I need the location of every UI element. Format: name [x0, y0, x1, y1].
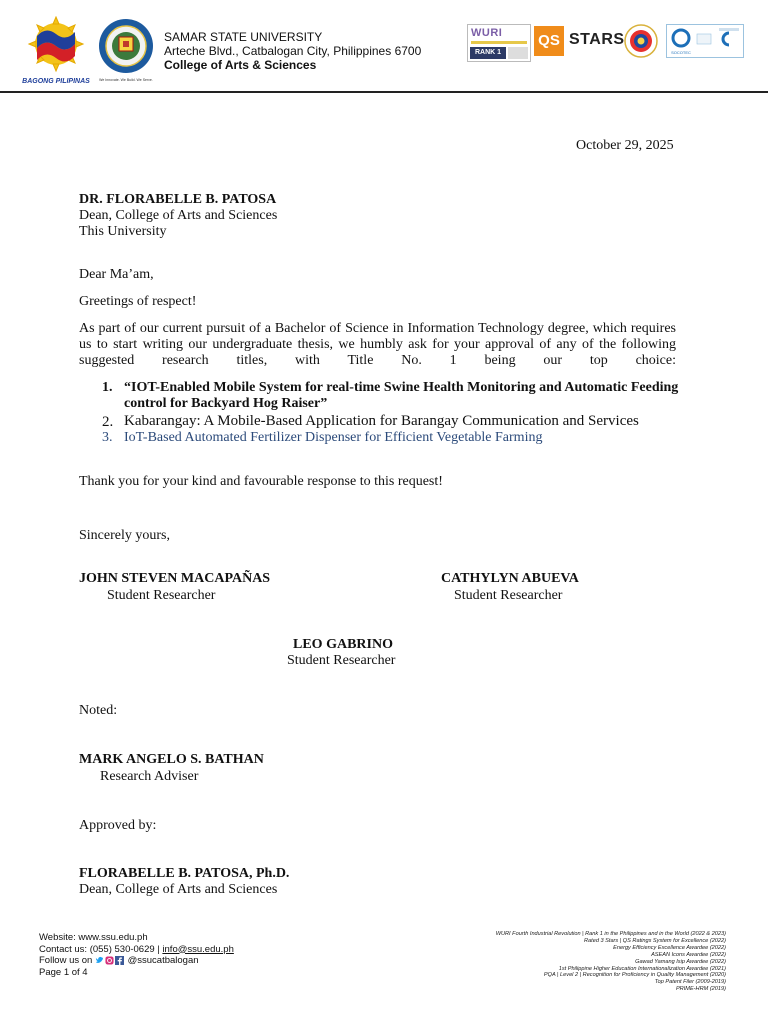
noted-label: Noted:: [79, 703, 118, 718]
signatory-1-role: Student Researcher: [107, 588, 216, 603]
footer-phone: Contact us: (055) 530-0629 |: [39, 943, 163, 955]
letter-date: October 29, 2025: [576, 138, 674, 153]
footer-follow-line: [39, 955, 234, 967]
signatory-3-name: LEO GABRINO: [293, 637, 393, 652]
recipient-title: Dean, College of Arts and Sciences: [79, 208, 278, 223]
title-2-text: Kabarangay: A Mobile-Based Application for Barangay Communication and Services: [124, 413, 639, 429]
qs-stars-label: STARS: [569, 31, 625, 48]
university-name: SAMAR STATE UNIVERSITY: [164, 30, 323, 44]
award-line: ASEAN Icons Awardee (2022): [651, 951, 726, 958]
signatory-2-name: CATHYLYN ABUEVA: [441, 571, 579, 586]
socotec-badge: [666, 24, 744, 58]
wurj-title: WURI: [471, 27, 503, 39]
wurj-stripe: [471, 41, 527, 44]
header-divider: [0, 91, 768, 93]
qs-logo: QS: [534, 26, 564, 56]
page-number: Page 1 of 4: [39, 966, 88, 978]
facebook-icon[interactable]: [115, 956, 124, 965]
footer-follow-label: Follow us on: [39, 955, 93, 966]
ssu-seal: [96, 18, 156, 84]
approved-label: Approved by:: [79, 818, 157, 833]
seal-caption: We Innovate. We Build. We Serve.: [99, 78, 153, 82]
greeting: Greetings of respect!: [79, 294, 197, 309]
approver-name: FLORABELLE B. PATOSA, Ph.D.: [79, 866, 290, 881]
recipient-name: DR. FLORABELLE B. PATOSA: [79, 192, 277, 207]
title-3-text: IoT-Based Automated Fertilizer Dispenser for Efficient Vegetable Farming: [124, 430, 543, 445]
wurj-rank: RANK 1: [470, 47, 506, 59]
wurj-badge: [467, 24, 531, 62]
asean-badge: [624, 24, 658, 58]
footer-awards: [496, 931, 726, 993]
bagong-pilipinas-logo: [22, 16, 90, 88]
title-1-line-2: control for Backyard Hog Raiser”: [124, 396, 328, 411]
award-line: Gawad Yamang Isip Awardee (2022): [635, 958, 726, 965]
footer-contact: [39, 932, 234, 978]
socotec-label: SOCOTEC: [671, 50, 691, 55]
footer-website: Website: www.ssu.edu.ph: [39, 932, 148, 943]
twitter-icon[interactable]: [95, 956, 104, 965]
title-3-number: 3.: [102, 430, 113, 445]
bagong-pilipinas-caption: BAGONG PILIPINAS: [22, 78, 90, 85]
closing-line: Sincerely yours,: [79, 528, 170, 543]
footer-social-handle: @ssucatbalogan: [127, 955, 199, 966]
award-line: Top Patent Filer (2009-2019): [654, 979, 726, 986]
signatory-3-role: Student Researcher: [287, 653, 396, 668]
footer-email-link[interactable]: info@ssu.edu.ph: [162, 943, 234, 955]
salutation: Dear Ma’am,: [79, 267, 154, 282]
award-line: 1st Philippine Higher Education Internationalization Awardee (2021): [558, 965, 726, 972]
award-line: Energy Efficiency Excellence Awardee (2022): [613, 944, 726, 951]
university-address: Arteche Blvd., Catbalogan City, Philippines 6700: [164, 44, 422, 58]
award-line: PRIME-HRM (2019): [675, 986, 726, 993]
intro-paragraph: As part of our current pursuit of a Bachelor of Science in Information Technology degree, which requires us to start writing our undergraduate thesis, we humbly ask for your approval of any of the following suggested research titles, with Title No. 1 being our top choice:: [79, 321, 676, 368]
adviser-role: Research Adviser: [100, 769, 199, 784]
adviser-name: MARK ANGELO S. BATHAN: [79, 752, 264, 767]
title-2-number: 2.: [102, 414, 114, 430]
award-line: PQA | Level 2 | Recognition for Proficiency in Quality Management (2020): [543, 972, 726, 979]
approver-role: Dean, College of Arts and Sciences: [79, 882, 278, 897]
title-1-line-1: “IOT-Enabled Mobile System for real-time Swine Health Monitoring and Automatic Feeding: [124, 380, 679, 395]
college-name: College of Arts & Sciences: [164, 58, 317, 72]
footer-contact-line: [39, 944, 234, 956]
title-1-number: 1.: [102, 380, 113, 395]
signatory-1-name: JOHN STEVEN MACAPAÑAS: [79, 571, 271, 586]
signatory-2-role: Student Researcher: [454, 588, 563, 603]
university-info: [164, 30, 421, 72]
award-line: Rated 3 Stars | QS Ratings System for Excellence (2022): [584, 937, 726, 944]
award-line: WURI Fourth Industrial Revolution | Rank 1 in the Philippines and in the World (2022 & 2023): [495, 931, 726, 937]
wurj-year-box: [508, 47, 528, 59]
recipient-org: This University: [79, 224, 167, 239]
instagram-icon[interactable]: [105, 956, 114, 965]
thank-you-line: Thank you for your kind and favourable response to this request!: [79, 474, 443, 489]
